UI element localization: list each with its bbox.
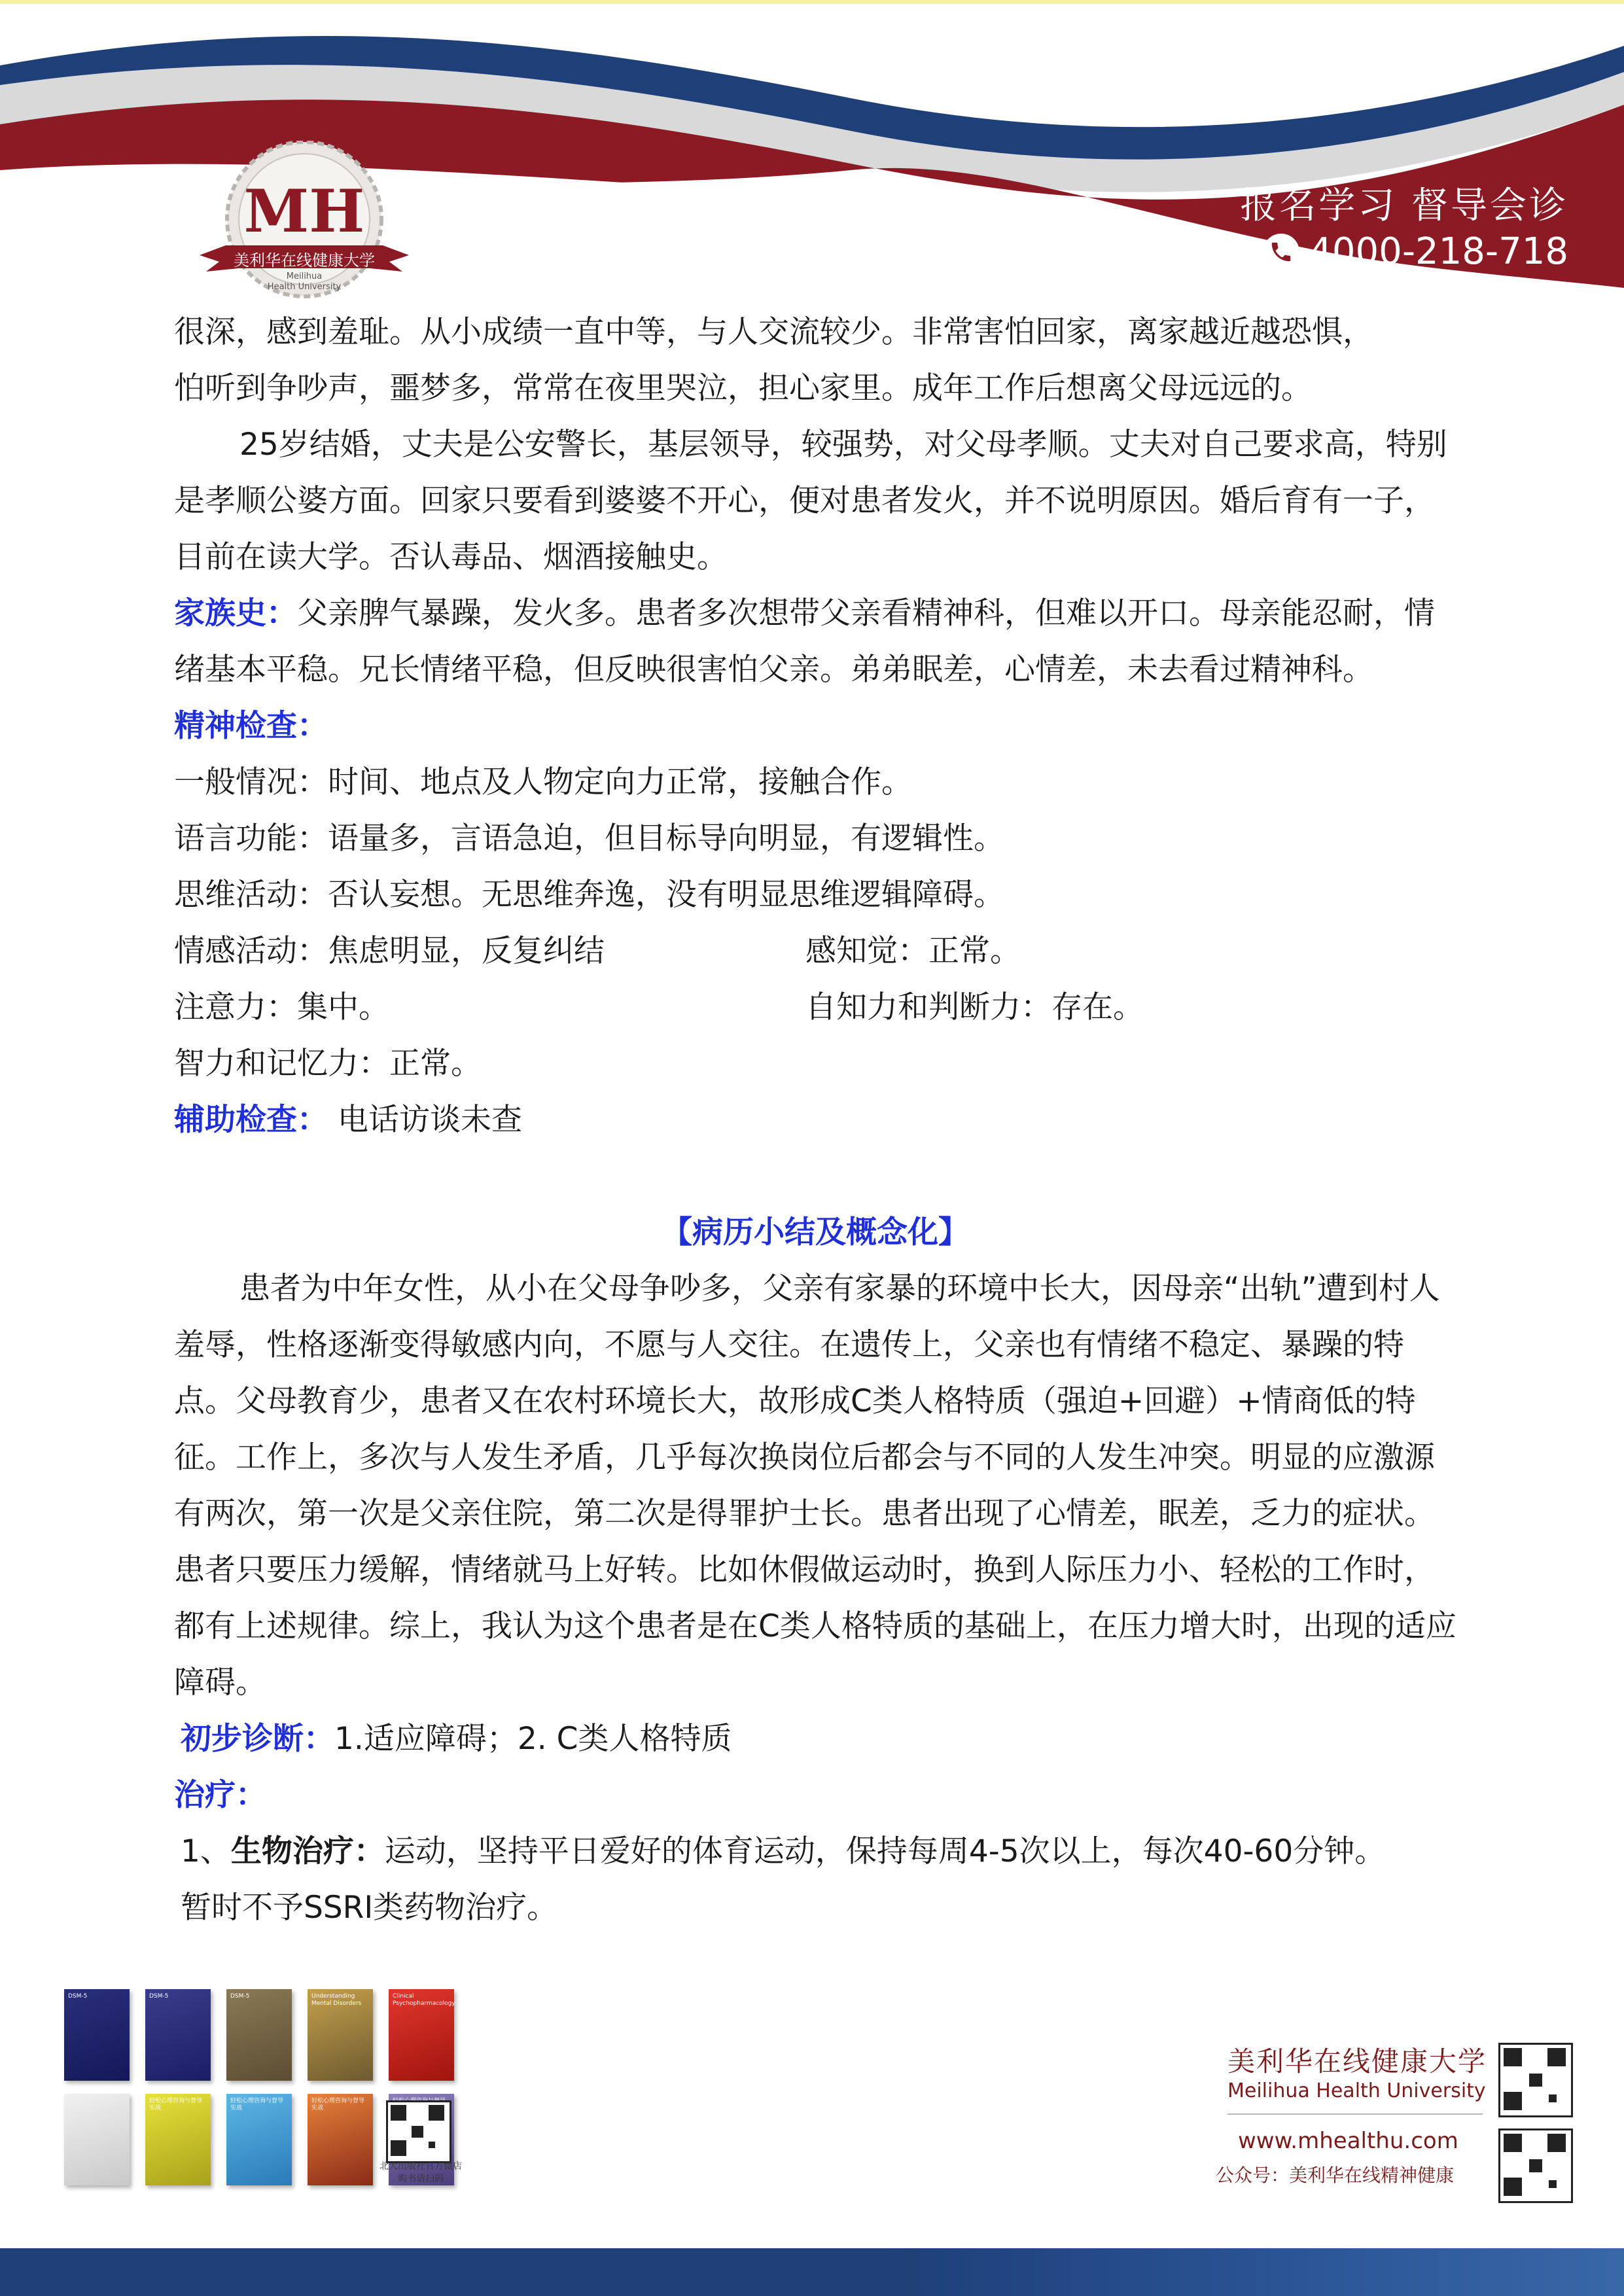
marriage-paragraph: 25岁结婚，丈夫是公安警长，基层领导，较强势，对父母孝顺。丈夫对自己要求高，特别是孝顺公婆方面。回家只要看到婆婆不开心，便对患者发火，并不说明原因。婚后育有一子，目前在读大学。否认毒品、烟酒接触史。 xyxy=(174,427,1447,575)
bookshop-caption: 北大出版社官方微店 购书请扫码 xyxy=(380,2161,462,2184)
logo-chinese-name: 美利华在线健康大学 xyxy=(234,251,375,270)
mental-exam-label: 精神检查： xyxy=(174,708,328,744)
attention-insight-row xyxy=(174,980,1456,1036)
footer-wechat-account: 公众号：美利华在线精神健康 xyxy=(1216,2164,1455,2186)
insight-judgment: 自知力和判断力：存在。 xyxy=(805,989,1144,1025)
preliminary-diagnosis xyxy=(174,1711,1456,1767)
bookshop-qr-code[interactable] xyxy=(386,2100,451,2163)
footer-bar xyxy=(0,2248,1624,2296)
footer-university-cn: 美利华在线健康大学 xyxy=(1227,2045,1487,2077)
thinking-activity: 思维活动：否认妄想。无思维奔逸，没有明显思维逻辑障碍。 xyxy=(174,877,1004,913)
logo-english-2: Health University xyxy=(267,282,342,292)
book-cover-6 xyxy=(64,2094,130,2185)
summary-title: 【病历小结及概念化】 xyxy=(662,1214,969,1250)
book-cover-4: Understanding Mental Disorders xyxy=(308,1989,373,2081)
book-cover-3: DSM-5 xyxy=(226,1989,292,2081)
auxiliary-exam-text: 电话访谈未查 xyxy=(337,1102,522,1138)
treatment-item-1 xyxy=(174,1824,1456,1880)
family-history-label: 家族史： xyxy=(174,595,297,631)
book-cover-2: DSM-5 xyxy=(145,1989,211,2081)
emotion-activity: 情感活动：焦虑明显，反复纠结 xyxy=(174,933,605,969)
hotline xyxy=(1263,230,1568,273)
book-cover-7: 轻松心理咨询与督导实战 xyxy=(145,2094,211,2185)
footer-website-link[interactable]: www.mhealthu.com xyxy=(1238,2128,1458,2154)
auxiliary-exam xyxy=(174,1092,1456,1148)
book-cover-5: Clinical Psychopharmacology xyxy=(389,1989,454,2081)
book-cover-9: 轻松心理咨询与督导实战 xyxy=(308,2094,373,2185)
auxiliary-exam-label: 辅助检查： xyxy=(174,1102,328,1138)
treatment-note: 暂时不予SSRI类药物治疗。 xyxy=(181,1890,558,1926)
attention: 注意力：集中。 xyxy=(174,989,389,1025)
summary-paragraph: 患者为中年女性，从小在父母争吵多，父亲有家暴的环境中长大，因母亲“出轨”遭到村人羞辱，性格逐渐变得敏感内向，不愿与人交往。在遗传上，父亲也有情绪不稳定、暴躁的特点。父母教育少，患者又在农村环境长大，故形成C类人格特质（强迫+回避）+情商低的特征。工作上，多次与人发生矛盾，几乎每次换岗位后都会与不同的人发生冲突。明显的应激源有两次，第一次是父亲住院，第二次是得罪护士长。患者出现了心情差，眠差，乏力的症状。患者只要压力缓解，情绪就马上好转。比如休假做运动时，换到人际压力小、轻松的工作时，都有上述规律。综上，我认为这个患者是在C类人格特质的基础上，在压力增大时，出现的适应障碍。 xyxy=(174,1271,1456,1701)
perception: 感知觉：正常。 xyxy=(805,933,1021,969)
book-cover-8: 轻松心理咨询与督导实战 xyxy=(226,2094,292,2185)
footer-divider xyxy=(1227,2113,1483,2115)
treatment-label: 治疗： xyxy=(174,1777,266,1813)
intellect-memory: 智力和记忆力：正常。 xyxy=(174,1046,482,1082)
diagnosis-label: 初步诊断： xyxy=(181,1721,334,1757)
general-condition: 一般情况：时间、地点及人物定向力正常，接触合作。 xyxy=(174,764,912,800)
logo-letters: MH xyxy=(243,177,365,246)
phone-icon xyxy=(1263,234,1299,270)
book-cover-1: DSM-5 xyxy=(64,1989,130,2081)
emotion-perception-row xyxy=(174,923,1456,980)
bio-treatment-label: 生物治疗： xyxy=(230,1833,385,1869)
history-line-2: 怕听到争吵声，噩梦多，常常在夜里哭泣，担心家里。成年工作后想离父母远远的。 xyxy=(174,370,1312,406)
footer-university-en: Meilihua Health University xyxy=(1227,2079,1486,2102)
header-slogan: 报名学习 督导会诊 xyxy=(1240,185,1568,227)
language-function: 语言功能：语量多，言语急迫，但目标导向明显，有逻辑性。 xyxy=(174,821,1004,857)
wechat-qr-code[interactable] xyxy=(1498,2128,1573,2203)
hotline-number: 4000-218-718 xyxy=(1309,230,1568,273)
bio-treatment-text: 运动，坚持平日爱好的体育运动，保持每周4-5次以上，每次40-60分钟。 xyxy=(384,1833,1386,1869)
case-record-body xyxy=(174,304,1456,1936)
website-qr-code[interactable] xyxy=(1498,2043,1573,2117)
logo-english-1: Meilihua xyxy=(286,272,323,281)
university-logo xyxy=(193,141,415,304)
family-history xyxy=(174,586,1456,698)
treatment-number: 1、 xyxy=(181,1833,231,1869)
diagnosis-text: 1.适应障碍；2. C类人格特质 xyxy=(334,1721,732,1757)
history-line-1: 很深，感到羞耻。从小成绩一直中等，与人交流较少。非常害怕回家，离家越近越恐惧， xyxy=(174,314,1373,350)
family-history-text: 父亲脾气暴躁，发火多。患者多次想带父亲看精神科，但难以开口。母亲能忍耐，情绪基本平稳。兄长情绪平稳，但反映很害怕父亲。弟弟眠差，心情差，未去看过精神科。 xyxy=(174,595,1435,688)
